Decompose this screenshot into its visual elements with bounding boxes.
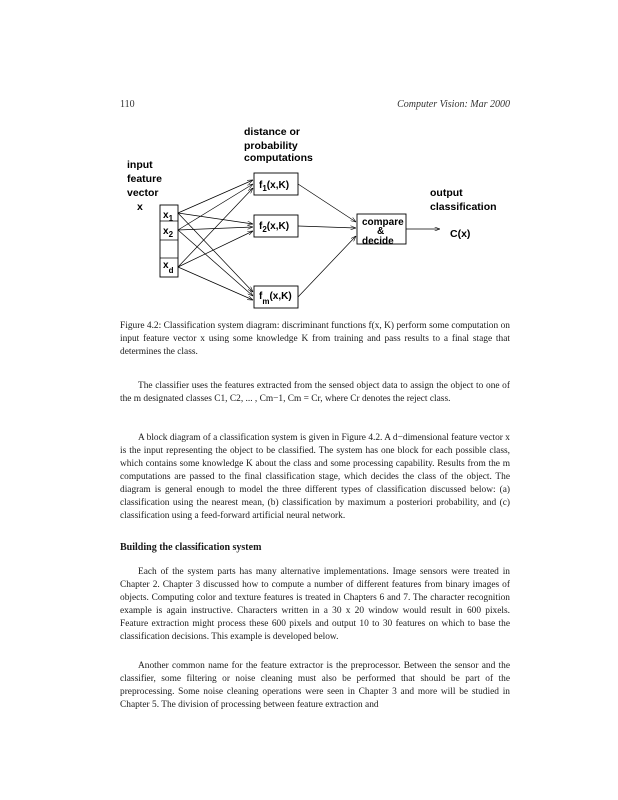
input-x2: $x_2$: [163, 226, 174, 239]
label-input-line4: x: [137, 201, 143, 213]
label-output-line1: output: [430, 187, 463, 199]
figure-caption: Figure 4.2: Classification system diagram: discriminant functions f(x, K) perform some computation on input feature vector x using some knowledge K from training and pass results to a final stage that determines the class.: [120, 321, 510, 357]
input-x1: $x_1$: [163, 210, 174, 223]
paragraph-1: The classifier uses the features extracted from the sensed object data to assign the object to one of the m designated classes C1, C2, ... , Cm−1, Cm = Cr, where Cr denotes the reject class.: [120, 381, 510, 404]
paragraph-3: Each of the system parts has many alternative implementations. Image sensors were treated in Chapter 2. Chapter 3 discussed how to compute a number of different features from binary images of objects. Computing color and texture features is treated in Chapters 6 and 7. The character recognition example is again instructive. Characters written in a 30 x 20 window would result in 600 pixels. Feature extraction might process these 600 pixels and output 10 to 30 features on which to base the classification decisions. This example is developed below.: [120, 567, 510, 642]
classification-diagram: [0, 0, 618, 320]
input-xd: $x_d$: [163, 260, 174, 275]
function-f1: $f_1(x,K)$: [259, 180, 290, 193]
label-input-line1: input: [127, 159, 153, 171]
function-fm: $f_m(x,K)$: [259, 291, 292, 306]
compare-line3: decide: [362, 236, 394, 247]
compare-line2: &: [377, 226, 385, 237]
section-heading: Building the classification system: [120, 542, 262, 553]
label-distance-line3: computations: [244, 152, 313, 164]
label-output-line2: classification: [430, 201, 497, 213]
label-input-line2: feature: [127, 173, 163, 185]
result-cx: C(x): [450, 228, 471, 240]
running-title: Computer Vision: Mar 2000: [397, 99, 510, 110]
label-distance-line2: probability: [244, 140, 298, 152]
compare-line1: compare: [362, 217, 404, 228]
function-f2: $f_2(x,K)$: [259, 221, 290, 234]
paragraph-4: Another common name for the feature extractor is the preprocessor. Between the sensor and the classifier, some filtering or noise cleaning must also be performed that should be part of the preprocessing. Some noise cleaning operations were seen in Chapter 3 and more will be studied in Chapter 5. The division of processing between feature extraction and: [120, 661, 510, 710]
paragraph-2: A block diagram of a classification system is given in Figure 4.2. A d−dimensional feature vector x is the input representing the object to be classified. The system has one block for each possible class, which contains some knowledge K about the class and some processing capability. Results from the m computations are passed to the final classification stage, which decides the class of the object. The diagram is general enough to model the three different types of classification discussed below: (a) classification using the nearest mean, (b) classification by maximum a posteriori probability, and (c) classification using a feed-forward artificial neural network.: [120, 433, 510, 521]
input-to-function-arrows: [178, 180, 253, 300]
label-distance-line1: distance or: [244, 126, 301, 138]
label-input-line3: vector: [127, 187, 159, 199]
page-number: 110: [120, 99, 135, 110]
